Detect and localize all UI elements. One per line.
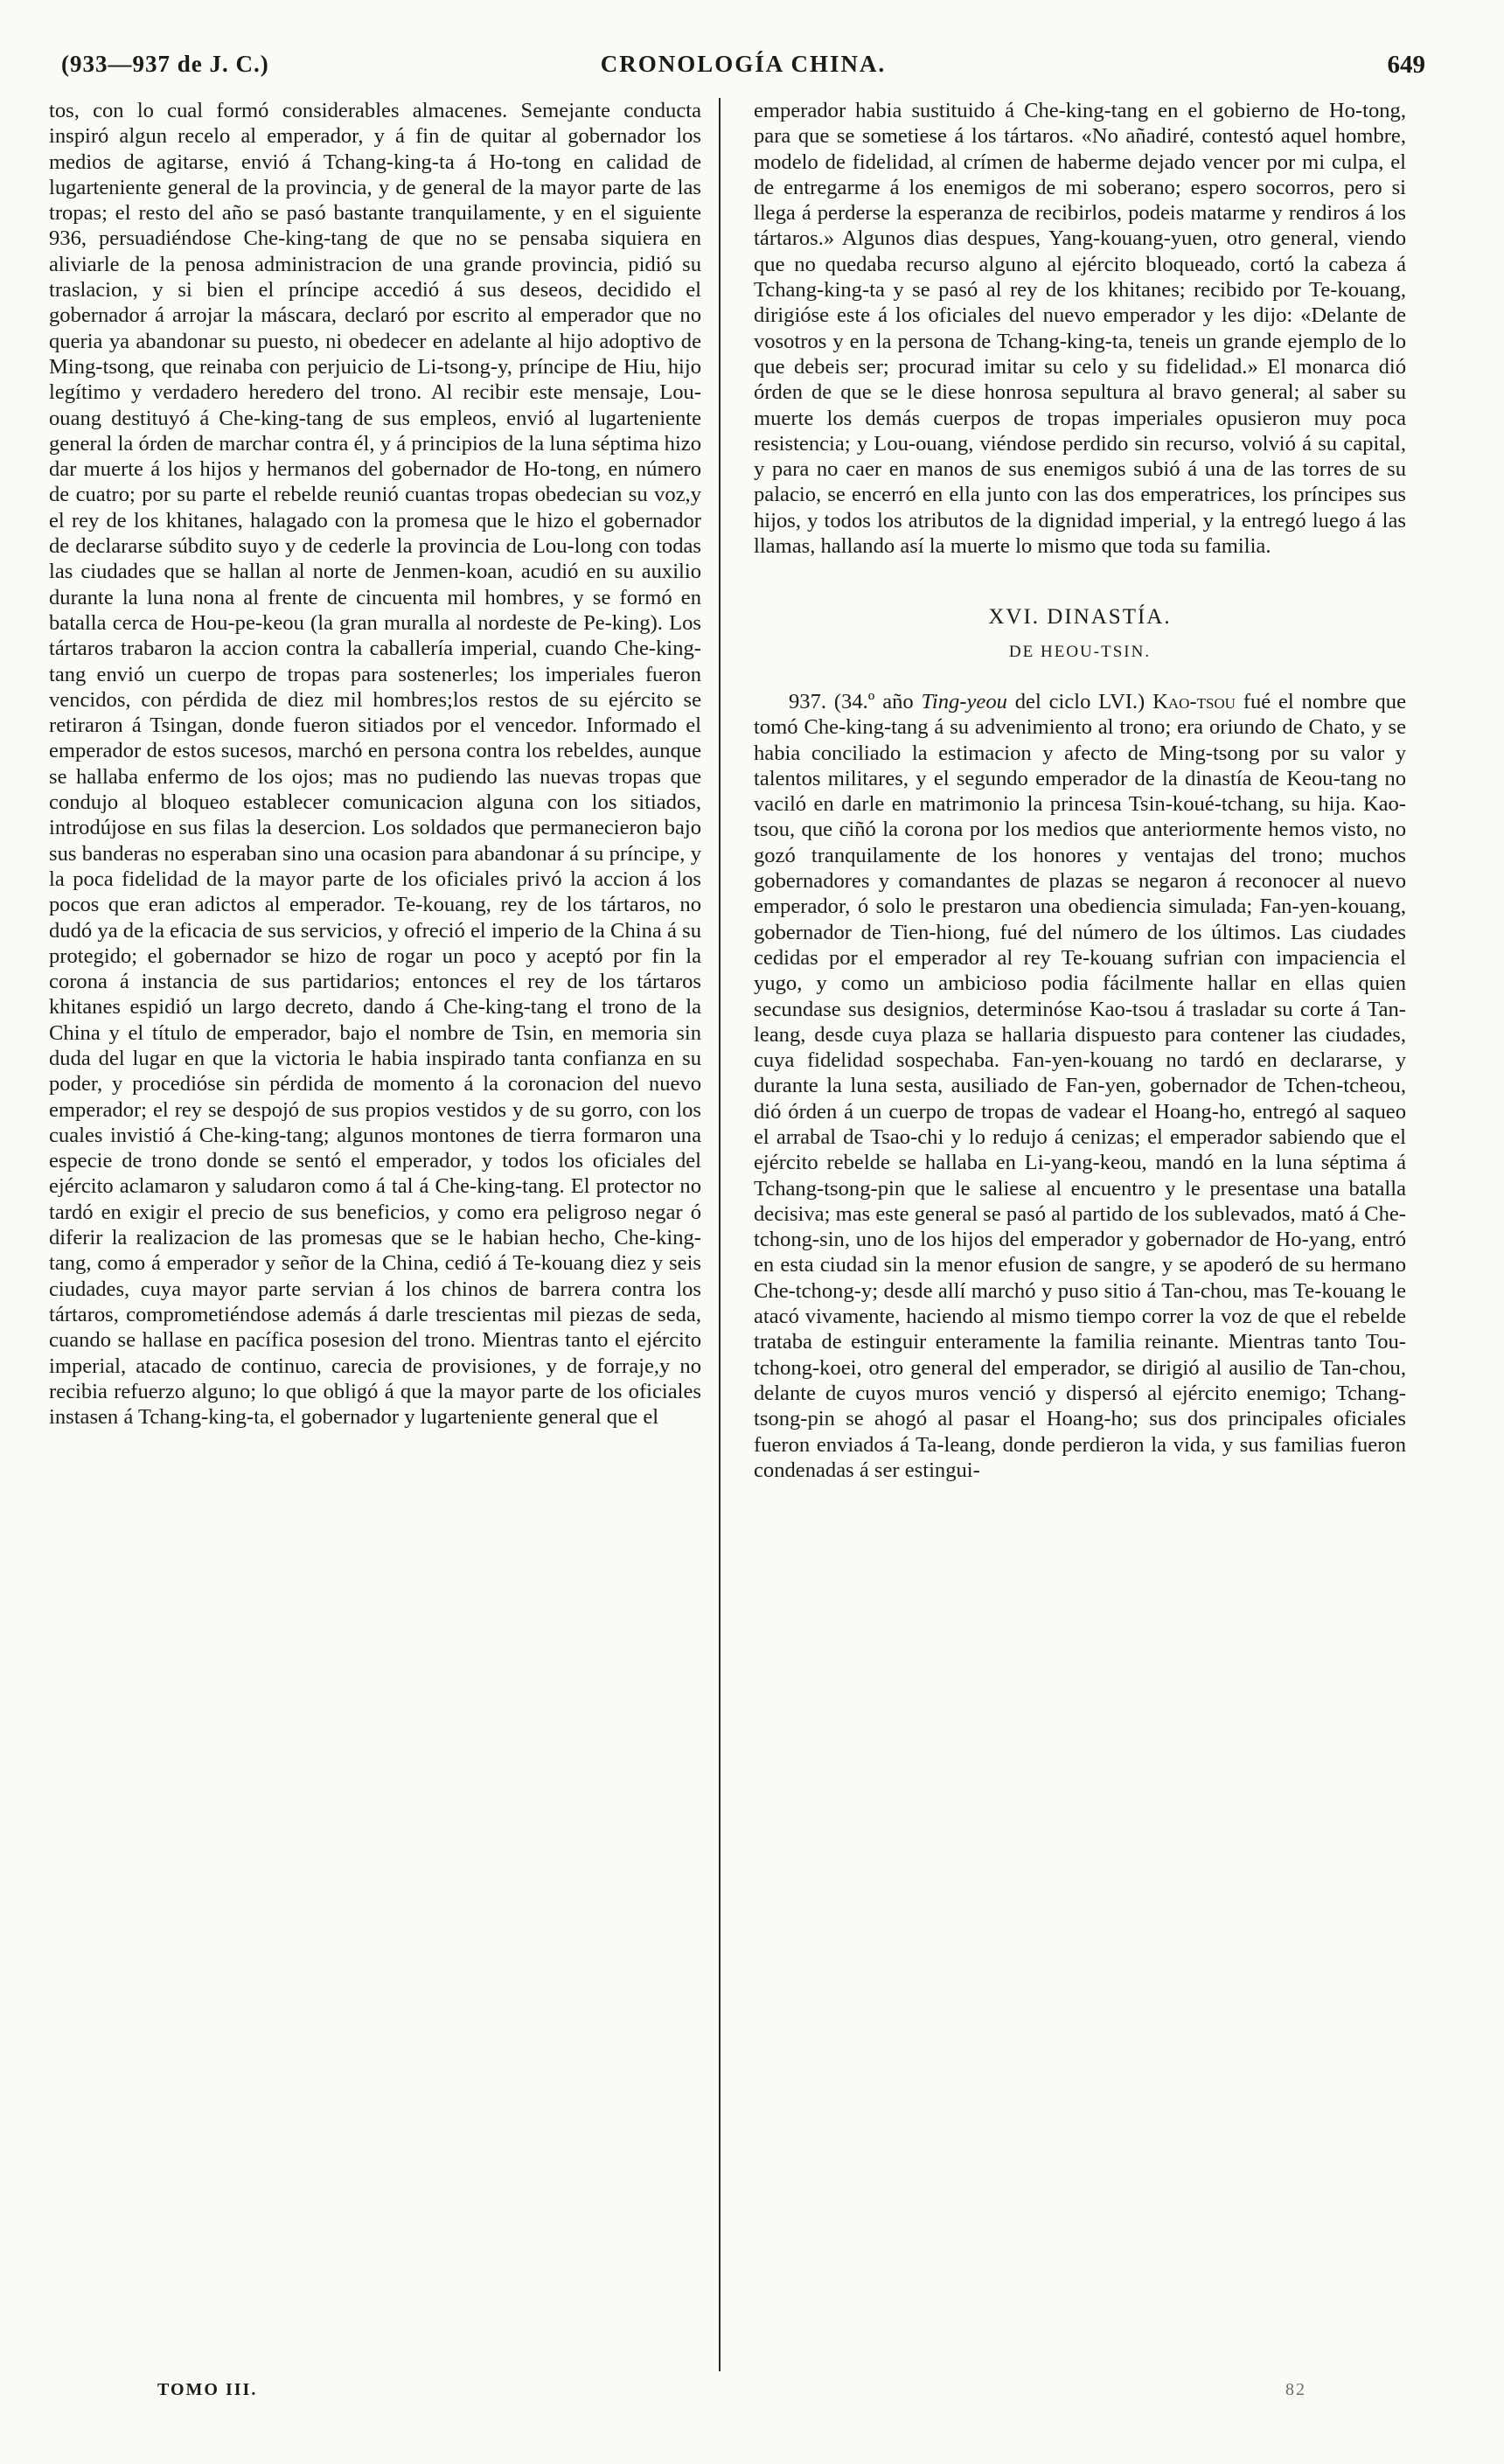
entry-year: (34.º año <box>833 689 914 713</box>
left-column-text: tos, con lo cual formó considerables almacenes. Semejante conducta inspiró algun recelo al emperador, y á fin de quitar al gobernador los medios de agitarse, envió á Tchang-king-ta á Ho-tong en calidad de lugarteniente general de la provincia, y de general de la mayor parte de las tropas; el resto del año se pasó bastante tranquilamente, y en el siguiente 936, persuadiéndose Che-king-tang de que no se pensaba siquiera en aliviarle de la penosa administracion de una grande provincia, pidió su traslacion, y si bien el príncipe accedió á sus deseos, decidido el gobernador á arrojar la máscara, declaró por escrito al emperador que no queria ya abandonar su puesto, ni obedecer en adelante al hijo adoptivo de Ming-tsong, que reinaba con perjuicio de Li-tsong-y, príncipe de Hiu, hijo legítimo y verdadero heredero del trono. Al recibir este mensaje, Lou-ouang destituyó á Che-king-tang de sus empleos, envió al lugarteniente general la órden de marchar contra él, y á principios de la luna séptima hizo dar muerte á los hijos y hermanos del gobernador de Ho-tong, en número de cuatro; por su parte el rebelde reunió cuantas tropas obedecian su voz,y el rey de los khitanes, halagado con la promesa que le hizo el gobernador de declararse súbdito suyo y de cederle la provincia de Lou-long con todas las ciudades que se hallan al norte de Jenmen-koan, acudió en su auxilio durante la luna nona al frente de cincuenta mil hombres, y se formó en batalla cerca de Hou-pe-keou (la gran muralla al nordeste de Pe-king). Los tártaros trabaron la accion contra la caballería imperial, cuando Che-king-tang envió un cuerpo de tropas para sostenerles; los imperiales fueron vencidos, con pérdida de diez mil hombres;los restos de su ejército se retiraron á Tsingan, donde fueron sitiados por el vencedor. Informado el emperador de estos sucesos, marchó en persona contra los rebeldes, aunque se hallaba enfermo de los ojos; mas no pudiendo las nuevas tropas que condujo al bloqueo establecer comunicacion alguna con los sitiados, introdújose en sus filas la desercion. Los soldados que permanecieron bajo sus banderas no esperaban sino una ocasion para abandonar á su príncipe, y la poca fidelidad de la mayor parte de los oficiales privó la accion á los pocos que eran adictos al emperador. Te-kouang, rey de los tártaros, no dudó ya de la eficacia de sus servicios, y ofreció el imperio de la China á su protegido; el gobernador se hizo de rogar un poco y aceptó por fin la corona á instancia de sus partidarios; entonces el rey de los tártaros khitanes espidió un largo decreto, dando á Che-king-tang el trono de la China y el título de emperador, bajo el nombre de Tsin, en memoria sin duda del lugar en que la victoria le habia inspirado tanta confianza en su poder, y procedióse sin pérdida de momento á la coronacion del nuevo emperador; el rey se despojó de sus propios vestidos y de su gorro, con los cuales invistió á Che-king-tang; algunos montones de tierra formaron una especie de trono donde se sentó el emperador, y todos los oficiales del ejército aclamaron y saludaron como á tal á Che-king-tang. El protector no tardó en exigir el precio de sus beneficios, y como era peligroso negar ó diferir la realizacion de las promesas que se le habian hecho, Che-king-tang, como á emperador y señor de la China, cedió á Te-kouang diez y seis ciudades, cuya mayor parte servian á los chinos de barrera contra los tártaros, comprometiéndose además á darle trescientas mil piezas de seda, cuando se hallase en pacífica posesion del trono. Mientras tanto el ejército imperial, atacado de continuo, carecia de provisiones, y de forraje,y no recibia refuerzo alguno; lo que obligó á que la mayor parte de los oficiales instasen á Tchang-king-ta, el gobernador y lugarteniente general que el <box>49 99 701 1430</box>
dynasty-title: XVI. DINASTÍA. <box>988 605 1172 630</box>
entry-cycle-name: Ting-yeou <box>921 689 1007 713</box>
entry-cycle: del ciclo LVI.) <box>1014 689 1145 713</box>
entry-emperor-name: Kao-tsou <box>1152 689 1236 713</box>
page-number: 649 <box>1387 51 1425 79</box>
entry-paragraph <box>754 689 1406 1483</box>
entry-number: 937. <box>789 689 827 713</box>
dynasty-subtitle: DE HEOU-TSIN. <box>1008 642 1152 661</box>
volume-label: TOMO III. <box>157 2380 258 2399</box>
entry-text: fué el nombre que tomó Che-king-tang á su advenimiento al trono; era oriundo de Chato, y se habia conciliado la estimacion y afecto de Ming-tsong por su valor y talentos militares, y el segundo emperador de la dinastía de Keou-tang no vaciló en darle en matrimonio la princesa Tsin-koué-tchang, su hija. Kao-tsou, que ciñó la corona por los medios que anteriormente hemos visto, no gozó tranquilamente de los honores y ventajas del trono; muchos gobernadores y comandantes de plazas se negaron á reconocer al nuevo emperador, ó solo le prestaron una obediencia simulada; Fan-yen-kouang, gobernador de Tien-hiong, fué del número de los últimos. Las ciudades cedidas por el emperador al rey Te-kouang sufrian con impaciencia el yugo, y como un ambicioso podia fácilmente hallar en ellas quien secundase sus designios, determinóse Kao-tsou á trasladar su corte á Tan-leang, desde cuya plaza se hallaria dispuesto para contener las ciudades, cuya fidelidad sospechaba. Fan-yen-kouang no tardó en declararse, y durante la luna sesta, ausiliado de Fan-yen, gobernador de Tchen-tcheou, dió órden á un cuerpo de tropas de vadear el Hoang-ho, entregó al saqueo el arrabal de Tsao-chi y lo redujo á cenizas; el emperador sabiendo que el ejército rebelde se hallaba en Li-yang-keou, mandó en la luna séptima á Tchang-tsong-pin que le saliese al encuentro y le presentase una batalla decisiva; mas este general se pasó al partido de los sublevados, mató á Che-tchong-sin, uno de los hijos del emperador y gobernador de Ho-yang, entró en esta ciudad sin la menor efusion de sangre, y se apoderó de su hermano Che-tchong-y; desde allí marchó y puso sitio á Tan-chou, mas Te-kouang le atacó vivamente, haciendo al mismo tiempo correr la voz de que el rebelde trataba de estinguir enteramente la familia reinante. Mientras tanto Tou-tchong-koei, otro general del emperador, se dirigió al ausilio de Tan-chou, delante de cuyos muros venció y dispersó al ejército enemigo; Tchang-tsong-pin se ahogó al pasar el Hoang-ho; sus dos principales oficiales fueron enviados á Ta-leang, donde perdieron la vida, y sus familias fueron condenadas á ser estingui- <box>754 689 1406 1482</box>
page-header <box>61 51 1425 94</box>
date-range-heading: (933—937 de J. C.) <box>61 51 269 77</box>
running-title: CRONOLOGÍA CHINA. <box>600 51 887 77</box>
signature-mark: 82 <box>1285 2380 1306 2399</box>
right-column-text: emperador habia sustituido á Che-king-tang en el gobierno de Ho-tong, para que se sometiese á los tártaros. «No añadiré, contestó aquel hombre, modelo de fidelidad, al crímen de haberme dejado vencer por mi culpa, el de entregarme á los enemigos de mi soberano; espero socorros, pero si llega á perderse la esperanza de recibirlos, podeis matarme y rendiros á los tártaros.» Algunos dias despues, Yang-kouang-yuen, otro general, viendo que no quedaba recurso alguno al ejército bloqueado, cortó la cabeza á Tchang-king-ta y se pasó al rey de los khitanes; recibido por Te-kouang, dirigióse este á los oficiales del nuevo emperador y les dijo: «Delante de vosotros y en la persona de Tchang-king-ta, teneis un grande ejemplo de lo que debeis ser; procurad imitar su celo y su fidelidad.» El monarca dió órden de que se le diese honrosa sepultura al bravo general; al saber su muerte los demás cuerpos de tropas imperiales opusieron muy poca resistencia; y Lou-ouang, viéndose perdido sin recurso, volvió á su capital, y para no caer en manos de sus enemigos subió á una de las torres de su palacio, se encerró en ella junto con las dos emperatrices, los príncipes sus hijos, y todos los atributos de la dignidad imperial, y la entregó luego á las llamas, hallando así la muerte lo mismo que toda su familia. <box>754 99 1406 559</box>
entry-937 <box>754 689 1406 1483</box>
right-column <box>754 98 1406 1483</box>
left-column <box>49 98 701 1430</box>
column-divider <box>719 98 721 2371</box>
